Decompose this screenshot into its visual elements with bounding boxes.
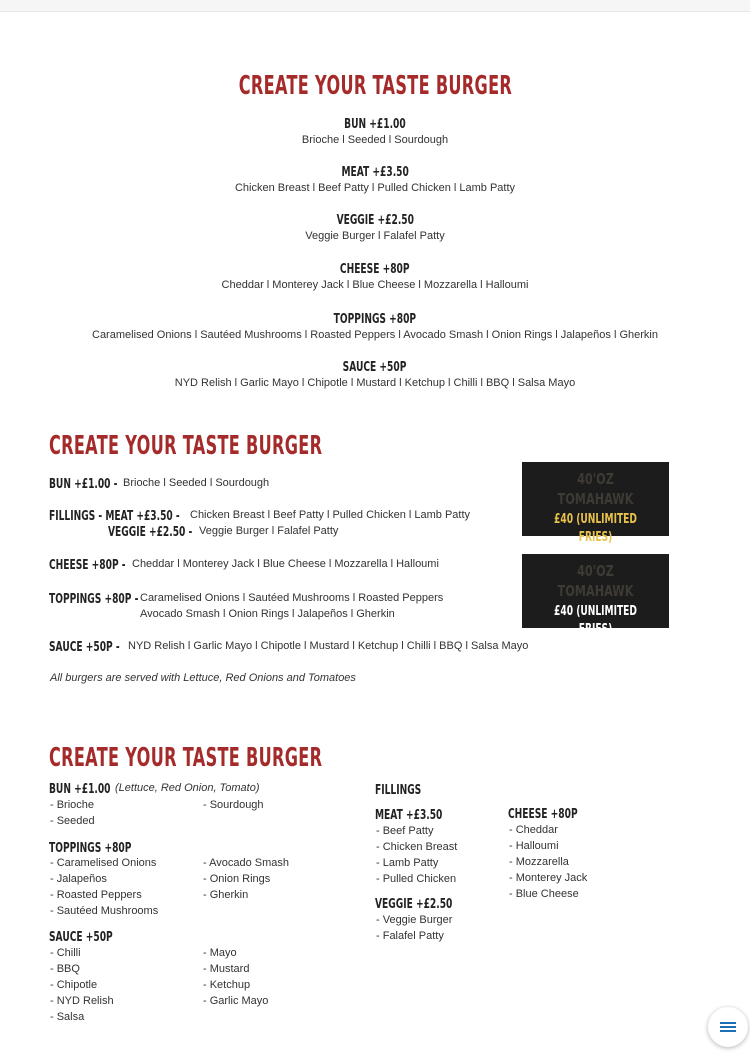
list-item: - Salsa <box>50 1011 85 1023</box>
hamburger-menu-icon <box>720 1020 736 1034</box>
s3-veggie-head: VEGGIE +£2.50 <box>375 897 453 912</box>
s1-veggie-items: Veggie Burger l Falafel Patty <box>305 230 445 242</box>
list-item: - Mayo <box>203 947 237 959</box>
s2-toppings-head: TOPPINGS +80P - <box>49 592 139 607</box>
list-item: - Roasted Peppers <box>50 889 142 901</box>
list-item: - Falafel Patty <box>376 930 444 942</box>
s3-fillings-head: FILLINGS <box>375 783 422 798</box>
list-item: - Beef Patty <box>376 825 434 837</box>
list-item: - Mustard <box>203 963 250 975</box>
s1-cheese-items: Cheddar l Monterey Jack l Blue Cheese l Mozzarella l Halloumi <box>221 279 529 291</box>
list-item: - Sourdough <box>203 799 264 811</box>
list-item: - NYD Relish <box>50 995 114 1007</box>
s1-meat-head-wrap <box>0 163 750 181</box>
list-item: - Gherkin <box>203 889 249 901</box>
s3-sauce-head-wrap <box>49 928 140 946</box>
s1-veggie-head: VEGGIE +£2.50 <box>336 213 414 228</box>
s3-bun-col1 <box>50 797 95 829</box>
s3-sauce-head: SAUCE +50P <box>49 930 113 945</box>
s2-veggie-items: Veggie Burger l Falafel Patty <box>199 525 339 537</box>
s3-sauce-col1 <box>50 945 114 1025</box>
s2-bun-head: BUN +£1.00 - <box>49 477 118 492</box>
s1-sauce-head-wrap <box>0 358 750 376</box>
list-item: - Seeded <box>50 815 95 827</box>
s3-bun-col2 <box>203 797 264 813</box>
promo1-line2: TOMAHAWK <box>557 490 634 508</box>
list-item: - Sautéed Mushrooms <box>50 905 159 917</box>
s1-veggie-head-wrap <box>0 211 750 229</box>
s3-toppings-head: TOPPINGS +80P <box>49 841 132 856</box>
s2-veggie-head: VEGGIE +£2.50 - <box>108 525 193 540</box>
s3-cheese-head: CHEESE +80P <box>508 807 578 822</box>
s1-meat-items: Chicken Breast l Beef Patty l Pulled Chicken l Lamb Patty <box>234 182 516 194</box>
list-item: - Blue Cheese <box>509 888 579 900</box>
s3-fillings-head-wrap <box>375 781 441 799</box>
s1-toppings-head-wrap <box>0 310 750 328</box>
list-item: - Cheddar <box>509 824 558 836</box>
s2-fillings-items: Chicken Breast l Beef Patty l Pulled Chicken l Lamb Patty <box>190 509 471 521</box>
list-item: - Onion Rings <box>203 873 271 885</box>
list-item: - Brioche <box>50 799 95 811</box>
s1-cheese-head: CHEESE +80P <box>340 262 410 277</box>
s3-meat-head: MEAT +£3.50 <box>375 808 443 823</box>
s1-sauce-items: NYD Relish l Garlic Mayo l Chipotle l Mustard l Ketchup l Chilli l BBQ l Salsa Mayo <box>174 377 576 389</box>
list-item: - Halloumi <box>509 840 559 852</box>
list-item: - Avocado Smash <box>203 857 290 869</box>
section1-title-wrap <box>0 71 750 101</box>
list-item: - Chipotle <box>50 979 98 991</box>
section1-title: CREATE YOUR TASTE BURGER <box>238 71 512 101</box>
list-item: - Lamb Patty <box>376 857 439 869</box>
s2-sauce-head: SAUCE +50P - <box>49 640 120 655</box>
promo-tomahawk-2 <box>522 554 669 637</box>
s3-veggie-list <box>376 912 452 944</box>
s3-cheese-head-wrap <box>508 805 607 823</box>
s2-fillings-head: FILLINGS - MEAT +£3.50 - <box>49 509 180 524</box>
s2-sauce-items: NYD Relish l Garlic Mayo l Chipotle l Mustard l Ketchup l Chilli l BBQ l Salsa Mayo <box>128 640 529 652</box>
list-item: - Garlic Mayo <box>203 995 269 1007</box>
s2-cheese-head: CHEESE +80P - <box>49 558 126 573</box>
promo2-price: £40 (UNLIMITED FRIES) <box>554 604 637 637</box>
s1-sauce-head: SAUCE +50P <box>343 360 407 375</box>
s2-toppings-line2: Avocado Smash l Onion Rings l Jalapeños l Gherkin <box>140 608 395 620</box>
list-item: - Caramelised Onions <box>50 857 157 869</box>
section3-title: CREATE YOUR TASTE BURGER <box>49 743 323 773</box>
s3-toppings-col2 <box>203 855 289 903</box>
section2-title: CREATE YOUR TASTE BURGER <box>49 431 323 461</box>
s1-bun-head: BUN +£1.00 <box>344 117 406 132</box>
section2-title-wrap <box>49 431 490 461</box>
s1-bun-items: Brioche l Seeded l Sourdough <box>301 134 449 146</box>
s3-bun-head: BUN +£1.00 <box>49 782 111 797</box>
s3-veggie-head-wrap <box>375 895 486 913</box>
s1-cheese-head-wrap <box>0 260 750 278</box>
promo1-line1: 40'OZ <box>577 470 614 488</box>
s3-meat-list <box>376 823 457 887</box>
list-item: - Chilli <box>50 947 81 959</box>
promo2-line2: TOMAHAWK <box>557 582 634 600</box>
list-item: - Veggie Burger <box>376 914 453 926</box>
promo2-line1: 40'OZ <box>577 562 614 580</box>
s3-meat-head-wrap <box>375 806 471 824</box>
list-item: - Pulled Chicken <box>376 873 457 885</box>
list-item: - Monterey Jack <box>509 872 588 884</box>
s2-toppings-line1: Caramelised Onions l Sautéed Mushrooms l Roasted Peppers <box>140 592 444 604</box>
section3-title-wrap <box>49 743 490 773</box>
promo-tomahawk-1 <box>522 462 669 545</box>
s2-served-note: All burgers are served with Lettuce, Red Onions and Tomatoes <box>50 672 356 684</box>
list-item: - Ketchup <box>203 979 251 991</box>
s3-cheese-list <box>509 822 587 902</box>
list-item: - Mozzarella <box>509 856 569 868</box>
s1-toppings-items: Caramelised Onions l Sautéed Mushrooms l Roasted Peppers l Avocado Smash l Onion Rings l Jalapeños l Gherkin <box>92 329 658 341</box>
s1-meat-head: MEAT +£3.50 <box>341 165 409 180</box>
promo1-price: £40 (UNLIMITED FRIES) <box>554 512 637 545</box>
s3-toppings-col1 <box>50 855 158 919</box>
s1-bun-head-wrap <box>0 115 750 133</box>
list-item: - Jalapeños <box>50 873 107 885</box>
s2-cheese-items: Cheddar l Monterey Jack l Blue Cheese l Mozzarella l Halloumi <box>132 558 439 570</box>
s3-bun-note: (Lettuce, Red Onion, Tomato) <box>115 782 260 794</box>
s2-bun-items: Brioche l Seeded l Sourdough <box>123 477 270 489</box>
list-item: - BBQ <box>50 963 80 975</box>
s1-toppings-head: TOPPINGS +80P <box>333 312 417 327</box>
top-bar <box>0 0 750 12</box>
s3-sauce-col2 <box>203 945 268 1009</box>
list-item: - Chicken Breast <box>376 841 458 853</box>
menu-button[interactable] <box>708 1007 748 1047</box>
